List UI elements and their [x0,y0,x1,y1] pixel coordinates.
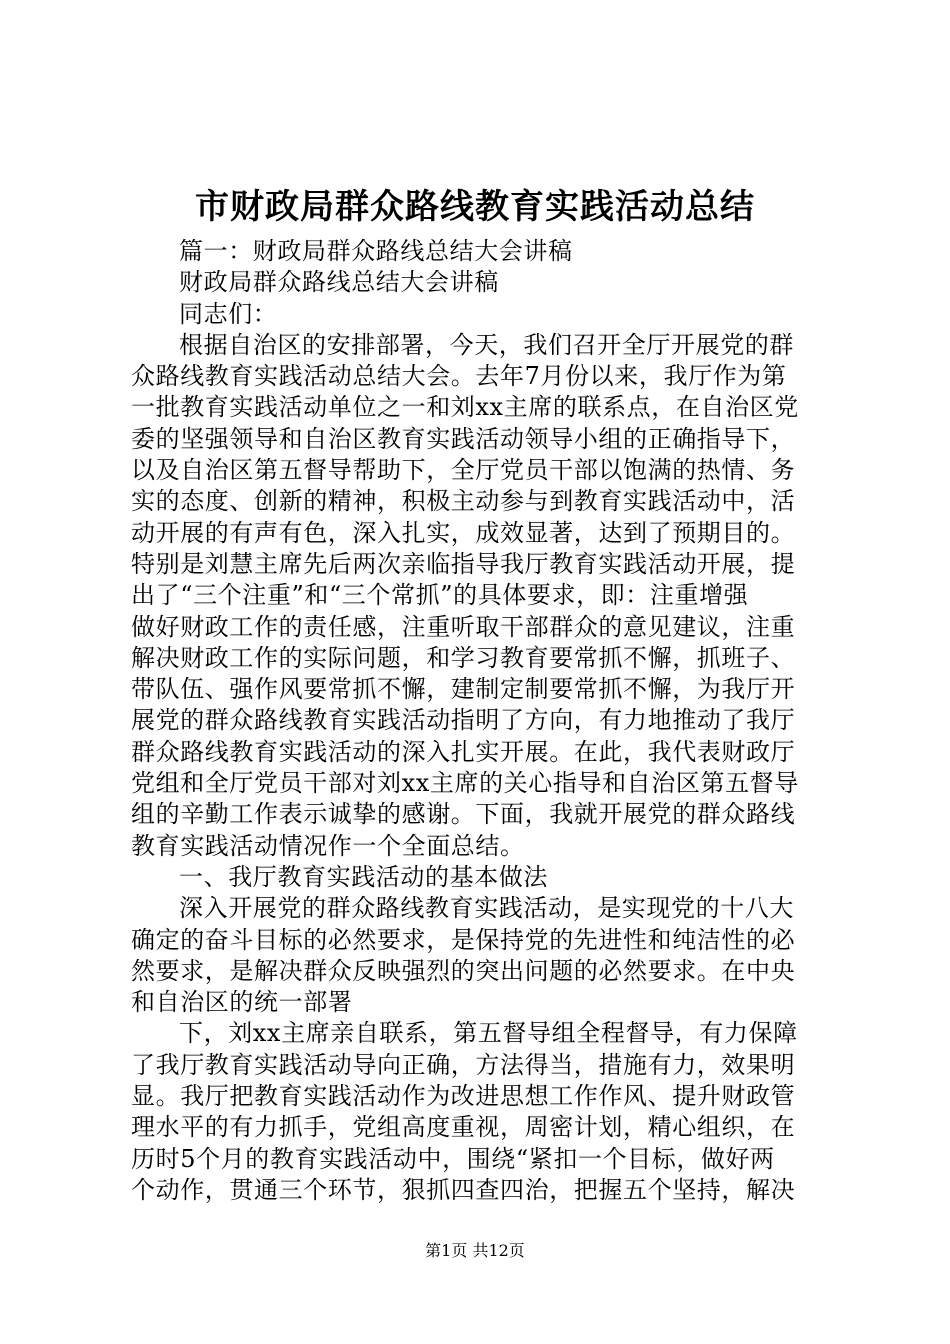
text-line: 实的态度、创新的精神，积极主动参与到教育实践活动中，活 [131,487,796,516]
text-line: 动开展的有声有色，深入扎实，成效显著，达到了预期目的。 [131,518,796,547]
text-line: 出了“三个注重”和“三个常抓”的具体要求，即：注重增强 [131,581,749,610]
page-number-footer: 第1页 共12页 [425,1241,525,1260]
text-line: 教育实践活动情况作一个全面总结。 [131,831,525,860]
text-line: 了我厅教育实践活动导向正确，方法得当，措施有力，效果明 [131,1050,796,1079]
text-line: 党组和全厅党员干部对刘xx主席的关心指导和自治区第五督导 [131,769,799,798]
text-line: 众路线教育实践活动总结大会。去年7月份以来，我厅作为第 [131,362,787,391]
document-body [131,236,831,1206]
text-line: 做好财政工作的责任感，注重听取干部群众的意见建议，注重 [131,612,796,641]
text-line: 显。我厅把教育实践活动作为改进思想工作作风、提升财政管 [131,1082,796,1111]
text-line: 同志们： [179,299,278,328]
text-line: 解决财政工作的实际问题，和学习教育要常抓不懈，抓班子、 [131,643,796,672]
text-line: 下，刘xx主席亲自联系，第五督导组全程督导，有力保障 [179,1019,798,1048]
text-line: 委的坚强领导和自治区教育实践活动领导小组的正确指导下， [131,424,796,453]
text-line: 特别是刘慧主席先后两次亲临指导我厅教育实践活动开展，提 [131,549,796,578]
text-line: 个动作，贯通三个环节，狠抓四查四治，把握五个坚持，解决 [131,1175,796,1204]
text-line: 篇一：财政局群众路线总结大会讲稿 [179,237,573,265]
text-line: 历时5个月的教育实践活动中，围绕“紧扣一个目标，做好两 [131,1144,775,1173]
text-line: 一批教育实践活动单位之一和刘xx主席的联系点，在自治区党 [131,393,799,422]
document-title: 市财政局群众路线教育实践活动总结 [195,187,755,227]
text-line: 带队伍、强作风要常抓不懈，建制定制要常抓不懈，为我厅开 [131,675,796,704]
text-line: 组的辛勤工作表示诚挚的感谢。下面，我就开展党的群众路线 [131,800,796,829]
text-line: 财政局群众路线总结大会讲稿 [179,268,499,297]
text-line: 确定的奋斗目标的必然要求，是保持党的先进性和纯洁性的必 [131,925,796,954]
text-line: 根据自治区的安排部署，今天，我们召开全厅开展党的群 [179,330,794,359]
text-line: 深入开展党的群众路线教育实践活动，是实现党的十八大 [179,894,794,923]
section-heading: 一、我厅教育实践活动的基本做法 [179,862,548,891]
text-line: 以及自治区第五督导帮助下，全厅党员干部以饱满的热情、务 [131,456,796,485]
text-line: 理水平的有力抓手，党组高度重视，周密计划，精心组织，在 [131,1113,796,1142]
text-line: 群众路线教育实践活动的深入扎实开展。在此，我代表财政厅 [131,737,796,766]
text-line: 展党的群众路线教育实践活动指明了方向，有力地推动了我厅 [131,706,796,735]
text-line: 然要求，是解决群众反映强烈的突出问题的必然要求。在中央 [131,956,796,985]
text-line: 和自治区的统一部署 [131,988,353,1017]
